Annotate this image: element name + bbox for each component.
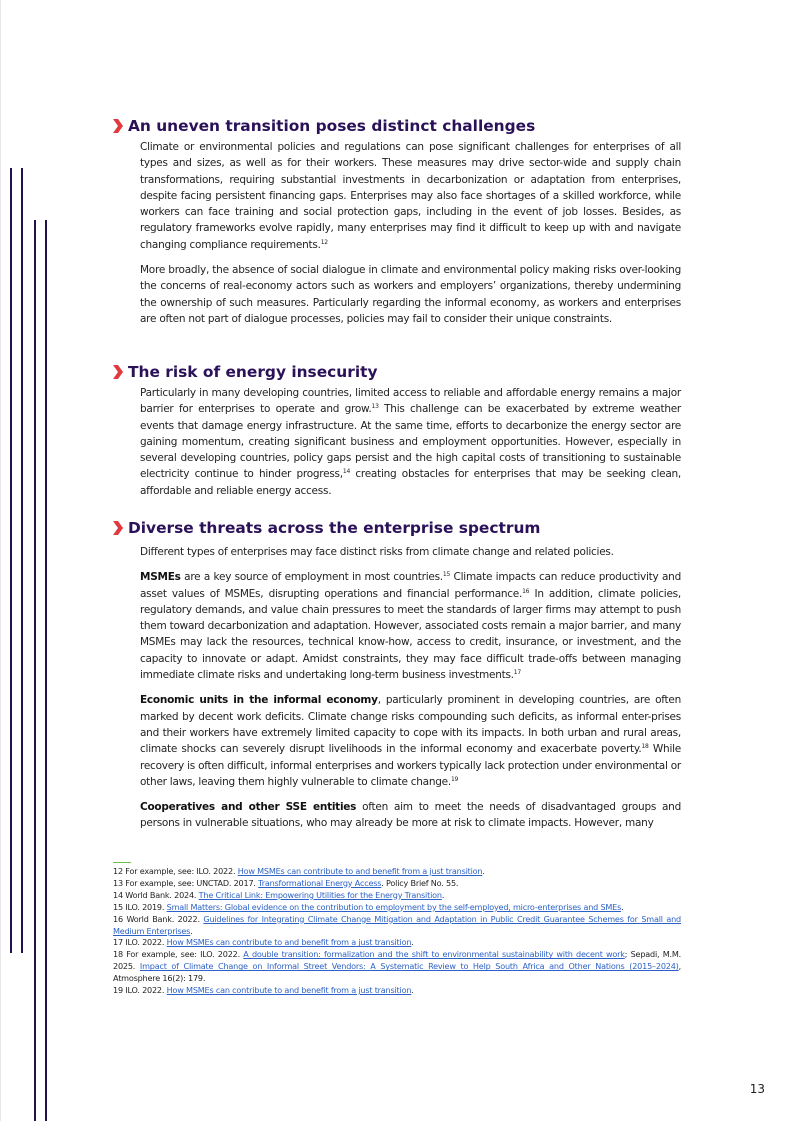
page-number: 13 xyxy=(749,1082,765,1096)
chevron-right-icon xyxy=(111,116,125,136)
paragraph xyxy=(140,262,681,327)
paragraph xyxy=(140,569,681,683)
footnote-ref[interactable]: 17 xyxy=(513,669,521,677)
section-body-uneven-transition xyxy=(140,139,681,336)
chevron-right-icon xyxy=(111,518,125,538)
footnote-ref[interactable]: 19 xyxy=(450,775,459,783)
footnote-text: , Atmosphere 16(2): 179. xyxy=(113,961,682,984)
footnote-18 xyxy=(113,949,681,985)
footnote-text: 17 ILO. 2022. xyxy=(113,937,167,948)
section-heading-uneven-transition xyxy=(111,116,535,136)
footnote-16 xyxy=(113,914,681,938)
footnote-text: . xyxy=(190,925,193,936)
footnote-text: 19 ILO. 2022. xyxy=(113,985,167,996)
paragraph-text: While recovery is often difficult, informal enterprises and workers typically lack protection under environmental or other laws, leaving them highly vulnerable to climate change. xyxy=(140,743,681,788)
footnote-15 xyxy=(113,902,681,914)
footnote-ref[interactable]: 14 xyxy=(342,468,351,476)
paragraph xyxy=(140,385,681,499)
footnote-link[interactable]: Guidelines for Integrating Climate Change Mitigation and Adaptation in Public Credit Guarantee Schemes for Small and Medium Enterprises xyxy=(113,913,681,936)
paragraph-text: creating obstacles for enterprises that may be seeking clean, affordable and reliable energy access. xyxy=(140,468,681,497)
paragraph-text: , particularly prominent in developing countries, are often marked by decent work deficits. Climate change risks compounding such deficits, as informal enter-prises and their workers have extremely limited capacity to cope with its impacts. In both urban and rural areas, climate shocks can severely disrupt livelihoods in the informal economy and exacerbate poverty. xyxy=(140,694,681,756)
section-heading-text: The risk of energy insecurity xyxy=(128,363,378,381)
footnote-text: . xyxy=(482,866,485,876)
footnote-text: 15 ILO. 2019. xyxy=(113,901,167,912)
section-heading-text: Diverse threats across the enterprise spectrum xyxy=(128,519,541,537)
footnote-text: 14 World Bank. 2024. xyxy=(113,889,199,900)
section-heading-energy-insecurity xyxy=(111,362,378,382)
footnote-text: 13 For example, see: UNCTAD. 2017. xyxy=(113,877,259,888)
section-heading-text: An uneven transition poses distinct challenges xyxy=(128,117,536,135)
footnote-text: 12 For example, see: ILO. 2022. xyxy=(113,866,238,876)
footnote-link[interactable]: Transformational Energy Access xyxy=(258,877,382,888)
paragraph-text: Different types of enterprises may face distinct risks from climate change and related policies. xyxy=(140,546,614,558)
footnote-ref[interactable]: 15 xyxy=(442,571,451,579)
footnote-ref[interactable]: 12 xyxy=(320,238,328,246)
footnote-text: ; Sepadi, M.M. 2025. xyxy=(113,949,682,972)
decorative-rule-3 xyxy=(34,220,36,1121)
footnote-text: 16 World Bank. 2022. xyxy=(113,913,204,924)
section-heading-diverse-threats xyxy=(111,518,540,538)
paragraph-lead: MSMEs xyxy=(140,571,181,584)
footnote-14 xyxy=(113,890,681,902)
paragraph-text: are a key source of employment in most countries. xyxy=(180,571,443,584)
footnote-link[interactable]: How MSMEs can contribute to and benefit from a just transition xyxy=(237,866,483,876)
footnote-text: 18 For example, see: ILO. 2022. xyxy=(113,949,244,960)
footnote-divider xyxy=(113,862,131,863)
footnote-link[interactable]: How MSMEs can contribute to and benefit from a just transition xyxy=(166,985,412,996)
paragraph xyxy=(140,799,681,832)
decorative-rule-2 xyxy=(21,168,23,953)
footnote-ref[interactable]: 16 xyxy=(522,587,530,595)
footnote-link[interactable]: How MSMEs can contribute to and benefit from a just transition xyxy=(166,937,412,948)
footnote-link[interactable]: Impact of Climate Change on Informal Street Vendors: A Systematic Review to Help South Africa and Other Nations (2015–2024) xyxy=(139,961,679,972)
section-body-energy-insecurity xyxy=(140,385,681,508)
footnote-text: . xyxy=(411,937,414,948)
chevron-right-icon xyxy=(111,362,125,382)
footnote-link[interactable]: The Critical Link: Empowering Utilities for the Energy Transition xyxy=(198,889,442,900)
page-edge xyxy=(0,0,1,1121)
paragraph-text: In addition, climate policies, regulatory demands, and value chain pressures to meet the standards of larger firms may attempt to push them toward decarbonization and adaptation. However, associated costs remain a major barrier, and many MSMEs may lack the resources, technical know-how, access to credit, insurance, or investment, and the capacity to innovate or adapt. Amidst constraints, they may face difficult trade-offs between managing immediate climate risks and undertaking long-term business investments. xyxy=(140,587,681,682)
paragraph xyxy=(140,139,681,253)
paragraph-lead: Cooperatives and other SSE entities xyxy=(140,801,357,814)
paragraph-text: often aim to meet the needs of disadvantaged groups and persons in vulnerable situations, who may already be more at risk to climate impacts. However, many xyxy=(140,801,681,830)
paragraph-text: More broadly, the absence of social dialogue in climate and environmental policy making risks over-looking the concerns of real-economy actors such as workers and employers’ organizations, thereby undermining the ownership of such measures. Particularly regarding the informal economy, as workers and enterprises are often not part of dialogue processes, policies may fail to consider their unique constraints. xyxy=(140,264,681,325)
decorative-rule-1 xyxy=(10,168,12,953)
footnote-12 xyxy=(113,866,681,878)
paragraph-lead: Economic units in the informal economy xyxy=(140,694,378,707)
paragraph-text: Climate or environmental policies and regulations can pose significant challenges for enterprises of all types and sizes, as well as for their workers. These measures may drive sector-wide and supply chain transformations, requiring substantial investments in decarbonization or adaptation from enterprises, despite facing persistent financing gaps. Enterprises may also face shortages of a skilled workforce, while workers can face training and social protection gaps, including in the event of job losses. Besides, as regulatory frameworks evolve rapidly, many enterprises may find it difficult to keep up with and navigate changing compliance requirements. xyxy=(140,141,681,251)
footnote-13 xyxy=(113,878,681,890)
paragraph xyxy=(140,692,681,790)
footnote-link[interactable]: Small Matters: Global evidence on the contribution to employment by the self-employed, micro-enterprises and SMEs xyxy=(166,901,622,912)
footnote-ref[interactable]: 18 xyxy=(641,743,649,751)
section-body-diverse-threats xyxy=(140,544,681,841)
footnote-17 xyxy=(113,937,681,949)
footnote-text: . xyxy=(441,889,445,900)
decorative-rule-4 xyxy=(45,220,47,1121)
footnote-link[interactable]: A double transition: formalization and the shift to environmental sustainability with decent work xyxy=(243,949,625,960)
footnote-text: . xyxy=(411,985,414,996)
footnotes xyxy=(113,866,681,997)
paragraph xyxy=(140,544,681,560)
footnote-ref[interactable]: 13 xyxy=(371,403,379,411)
paragraph-text: Particularly in many developing countries, limited access to reliable and affordable energy remains a major barrier for enterprises to operate and grow. xyxy=(140,387,681,416)
paragraph-text: Climate impacts can reduce productivity and asset values of MSMEs, disrupting operations and financial performance. xyxy=(140,571,681,600)
footnote-text: . xyxy=(621,901,624,912)
footnote-19 xyxy=(113,985,681,997)
footnote-text: . Policy Brief No. 55. xyxy=(381,877,459,888)
paragraph-text: This challenge can be exacerbated by extreme weather events that damage energy infrastructure. At the same time, efforts to decarbonize the energy sector are gaining momentum, creating significant business and employment opportunities. However, especially in several developing countries, policy gaps persist and the high capital costs of transitioning to sustainable electricity continue to hinder progress, xyxy=(140,403,681,481)
